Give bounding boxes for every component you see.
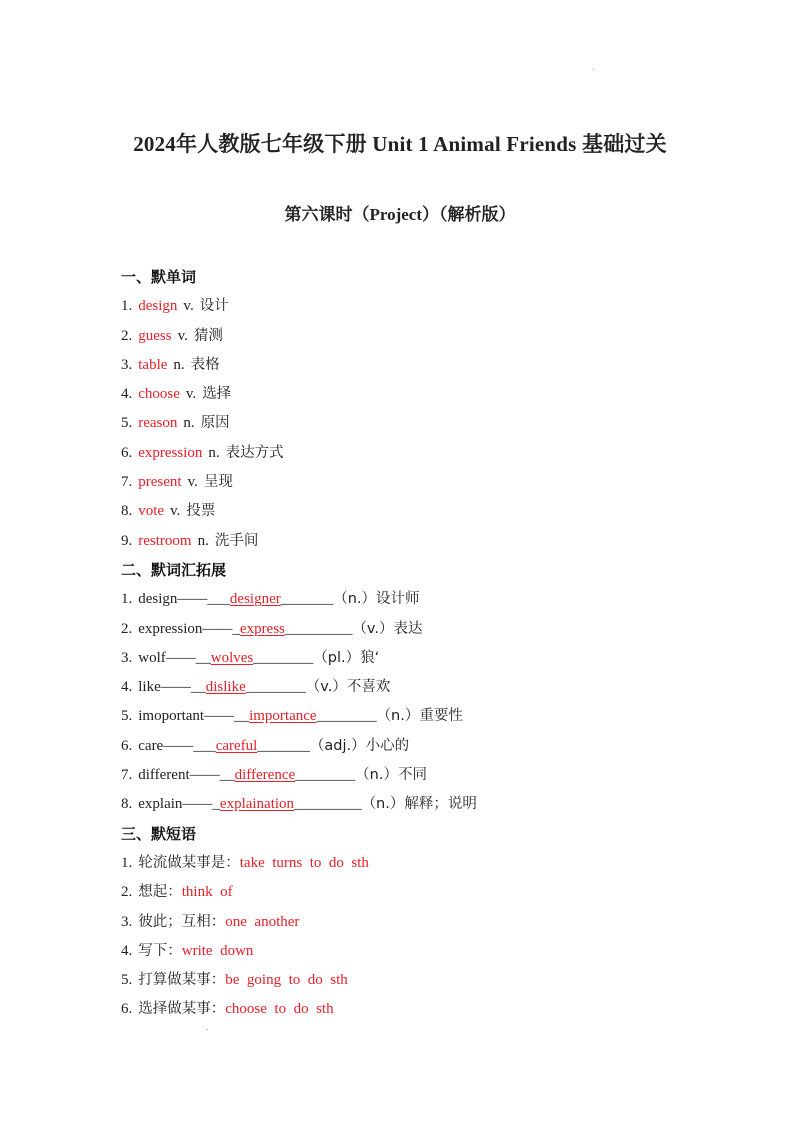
list-item — [121, 732, 741, 761]
pos-meaning: （n.）设计师 — [333, 591, 420, 608]
pos-meaning: （n.）解释；说明 — [361, 796, 477, 813]
answer-phrase: one another — [225, 913, 300, 930]
corner-mark-bottom: . — [206, 1023, 209, 1032]
pos-meaning: （v.）表达 — [352, 620, 423, 637]
base-word: like—— — [138, 679, 191, 696]
blank-line: ________ — [295, 767, 356, 784]
part-of-speech: v. — [170, 503, 181, 520]
blank-line: __ — [190, 679, 206, 696]
part-of-speech: n. — [197, 532, 209, 549]
blank-line: _________ — [294, 796, 362, 813]
blank-line: ________ — [316, 708, 377, 725]
meaning: 洗手间 — [214, 532, 259, 549]
item-number: 1. — [121, 591, 133, 608]
worksheet-content — [121, 263, 741, 1025]
answer-word: present — [138, 474, 182, 491]
list-item — [121, 908, 741, 937]
list-item — [121, 468, 741, 497]
answer-phrase: take turns to do sth — [239, 854, 369, 871]
list-item — [121, 702, 741, 731]
part-of-speech: n. — [173, 356, 185, 373]
list-item — [121, 439, 741, 468]
item-number: 6. — [121, 444, 133, 461]
blank-line: _ — [232, 620, 240, 637]
section-words — [121, 263, 741, 556]
base-word: explain—— — [138, 796, 213, 813]
meaning: 选择 — [202, 386, 232, 403]
blank-line: _________ — [284, 620, 353, 637]
item-number: 6. — [121, 1001, 133, 1018]
part-of-speech: v. — [177, 327, 188, 344]
phrase-prompt: 写下： — [138, 942, 182, 959]
answer-word: express — [239, 620, 285, 637]
part-of-speech: n. — [183, 415, 195, 432]
answer-word: designer — [229, 591, 281, 608]
item-number: 5. — [121, 972, 133, 989]
meaning: 原因 — [200, 415, 230, 432]
answer-phrase: choose to do sth — [225, 1001, 334, 1018]
blank-line: _______ — [257, 737, 310, 754]
answer-word: design — [138, 298, 178, 315]
section-phrases — [121, 820, 741, 1025]
list-item — [121, 644, 741, 673]
list-item — [121, 937, 741, 966]
item-number: 4. — [121, 942, 133, 959]
blank-line: __ — [195, 649, 211, 666]
phrase-prompt: 想起： — [138, 884, 182, 901]
meaning: 猜测 — [193, 327, 223, 344]
pos-meaning: （n.）重要性 — [376, 708, 463, 725]
phrase-prompt: 打算做某事： — [138, 972, 226, 989]
base-word: expression—— — [138, 620, 233, 637]
list-item — [121, 790, 741, 819]
list-item — [121, 380, 741, 409]
list-item — [121, 292, 741, 321]
list-item — [121, 351, 741, 380]
list-item — [121, 849, 741, 878]
list-item — [121, 497, 741, 526]
item-number: 3. — [121, 649, 133, 666]
item-number: 5. — [121, 708, 133, 725]
meaning: 呈现 — [203, 474, 233, 491]
blank-line: __ — [219, 767, 235, 784]
answer-word: choose — [138, 386, 180, 403]
item-number: 2. — [121, 620, 133, 637]
pos-meaning: （adj.）小心的 — [309, 737, 410, 754]
section-heading: 二、默词汇拓展 — [121, 560, 227, 579]
blank-line: __ — [234, 708, 250, 725]
list-item — [121, 761, 741, 790]
item-number: 3. — [121, 913, 133, 930]
item-number: 7. — [121, 767, 133, 784]
answer-phrase: write down — [181, 942, 254, 959]
answer-word: table — [138, 356, 168, 373]
list-item — [121, 878, 741, 907]
answer-word: guess — [138, 327, 172, 344]
item-number: 5. — [121, 415, 133, 432]
item-number: 7. — [121, 474, 133, 491]
answer-word: careful — [215, 737, 258, 754]
page-subtitle: 第六课时（Project）（解析版） — [284, 205, 516, 224]
blank-line: ________ — [245, 679, 306, 696]
item-number: 1. — [121, 298, 133, 315]
list-item — [121, 322, 741, 351]
list-item — [121, 585, 741, 614]
answer-word: wolves — [210, 649, 254, 666]
item-number: 8. — [121, 503, 133, 520]
item-number: 4. — [121, 679, 133, 696]
base-word: design—— — [138, 591, 208, 608]
list-item — [121, 995, 741, 1024]
base-word: wolf—— — [138, 649, 196, 666]
answer-word: reason — [138, 415, 178, 432]
part-of-speech: v. — [187, 474, 198, 491]
list-item — [121, 527, 741, 556]
blank-line: ________ — [253, 649, 314, 666]
section-heading: 三、默短语 — [121, 824, 197, 843]
item-number: 2. — [121, 327, 133, 344]
list-item — [121, 409, 741, 438]
item-number: 1. — [121, 854, 133, 871]
base-word: care—— — [138, 737, 194, 754]
corner-mark-top: . — [592, 63, 595, 72]
answer-word: restroom — [138, 532, 192, 549]
answer-word: importance — [249, 708, 317, 725]
answer-word: vote — [138, 503, 165, 520]
list-item — [121, 615, 741, 644]
base-word: imoportant—— — [138, 708, 235, 725]
blank-line: _ — [212, 796, 220, 813]
page-title: 2024年人教版七年级下册 Unit 1 Animal Friends 基础过关 — [133, 132, 667, 156]
section-word-expansion — [121, 556, 741, 820]
blank-line: ___ — [207, 591, 230, 608]
blank-line: _______ — [280, 591, 334, 608]
meaning: 表格 — [190, 356, 220, 373]
section-heading: 一、默单词 — [121, 268, 197, 286]
pos-meaning: （n.）不同 — [355, 767, 427, 784]
item-number: 9. — [121, 532, 133, 549]
answer-phrase: think of — [181, 884, 233, 901]
answer-phrase: be going to do sth — [225, 972, 348, 989]
phrase-prompt: 选择做某事： — [138, 1001, 226, 1018]
pos-meaning: （v.）不喜欢 — [305, 679, 391, 696]
item-number: 8. — [121, 796, 133, 813]
meaning: 设计 — [199, 298, 229, 315]
answer-word: difference — [234, 767, 296, 784]
item-number: 4. — [121, 386, 133, 403]
answer-word: dislike — [205, 679, 246, 696]
meaning: 表达方式 — [225, 444, 284, 461]
part-of-speech: n. — [208, 444, 220, 461]
list-item — [121, 673, 741, 702]
item-number: 3. — [121, 356, 133, 373]
answer-word: expression — [138, 444, 203, 461]
blank-line: ___ — [193, 737, 216, 754]
item-number: 2. — [121, 884, 133, 901]
pos-meaning: （pl.）狼‘ — [313, 649, 380, 666]
item-number: 6. — [121, 737, 133, 754]
part-of-speech: v. — [183, 298, 194, 315]
answer-word: explaination — [219, 796, 295, 813]
phrase-prompt: 彼此；互相： — [138, 913, 226, 930]
phrase-prompt: 轮流做某事是： — [138, 854, 240, 871]
part-of-speech: v. — [185, 386, 197, 403]
list-item — [121, 966, 741, 995]
meaning: 投票 — [186, 503, 216, 520]
base-word: different—— — [138, 767, 220, 784]
